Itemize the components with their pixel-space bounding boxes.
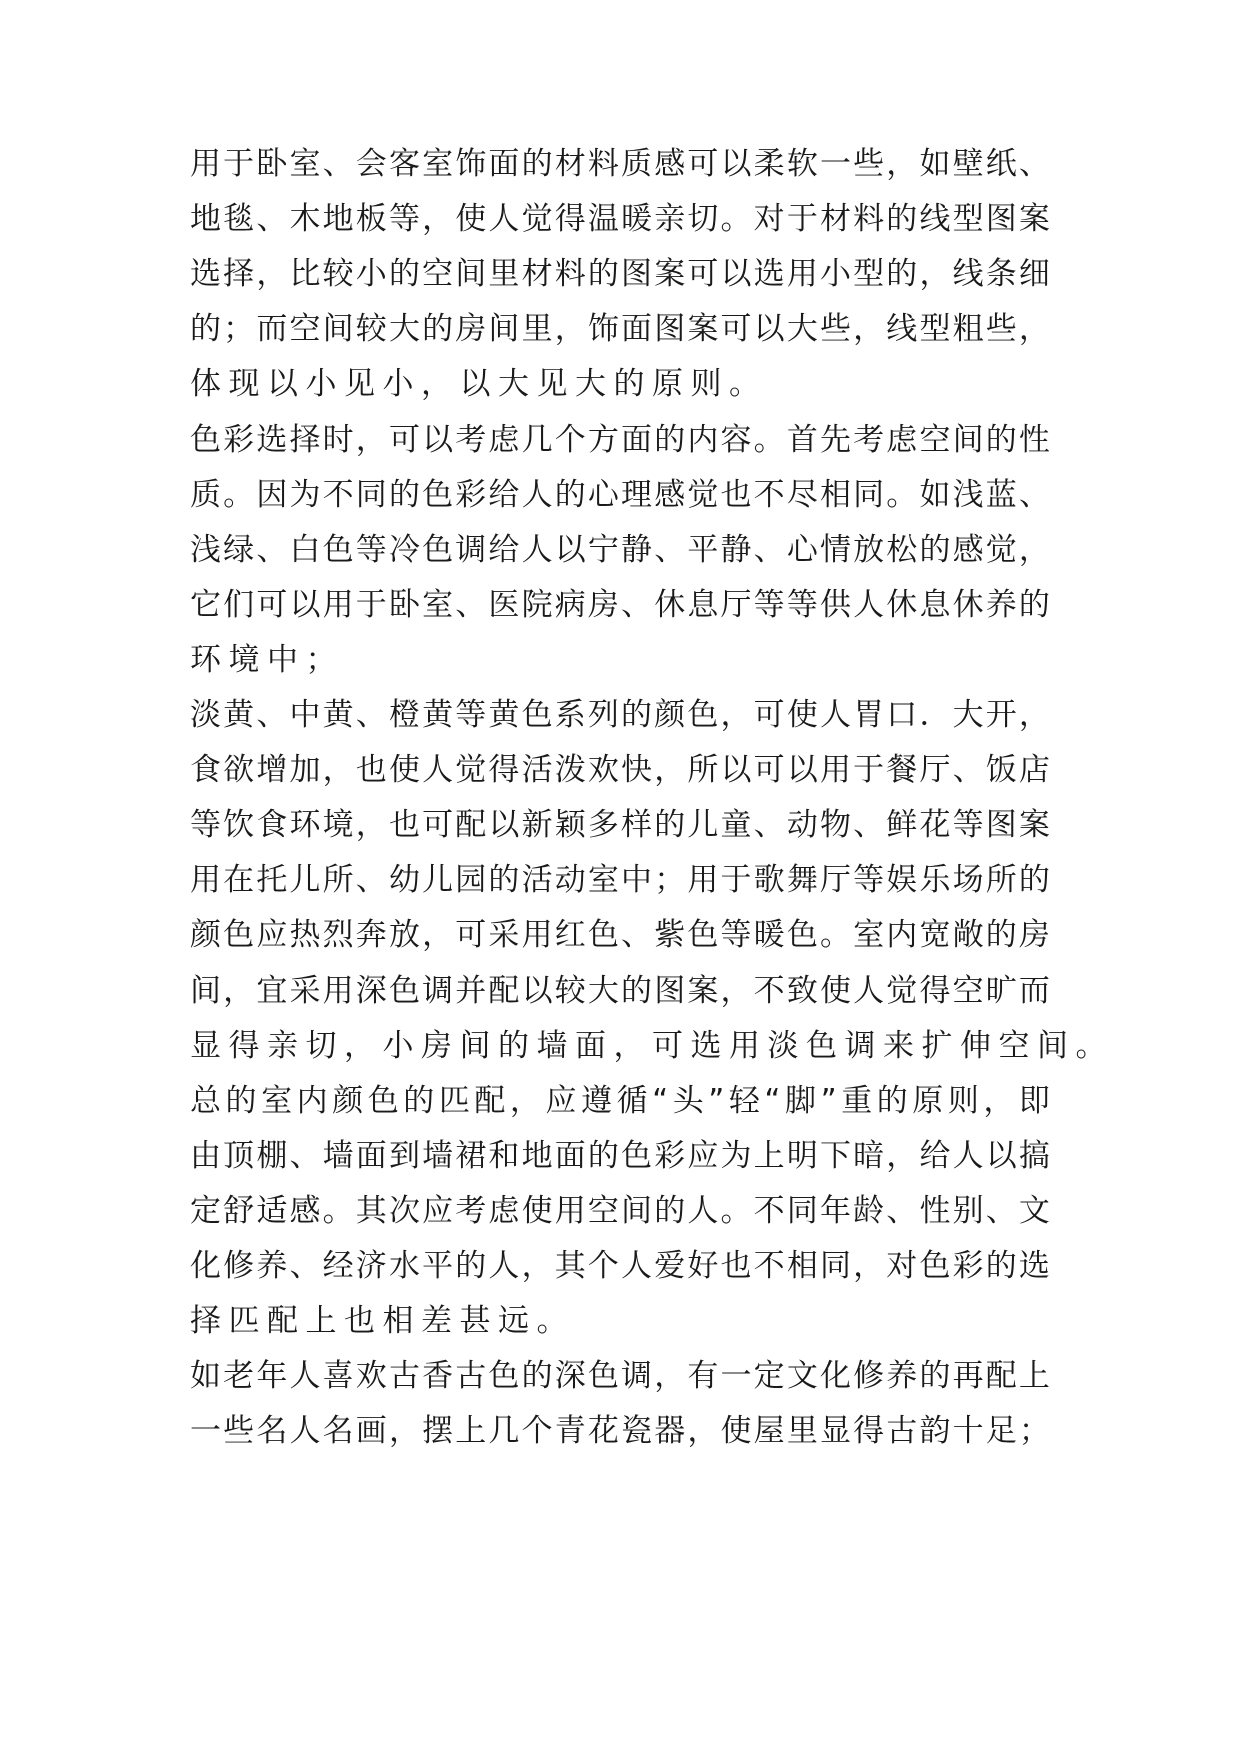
text-line: 色 彩 选 择 时 ， 可 以 考 虑 几 个 方 面 的 内 容 。 首 先 考 虑 空 间 的 性 <box>190 421 1050 458</box>
text-line: 它 们 可 以 用 于 卧 室 、 医 院 病 房 、 休 息 厅 等 等 供 人 休 息 休 养 的 <box>190 586 1050 623</box>
text-line: 体 现 以 小 见 小 ， 以 大 见 大 的 原 则 。 <box>190 366 760 403</box>
text-line: 淡 黄 、 中 黄 、 橙 黄 等 黄 色 系 列 的 颜 色 ， 可 使 人 胃 口 ． 大 开 ， <box>190 697 1050 733</box>
text-line: 总 的 室 内 颜 色 的 匹 配 ， 应 遵 循 “ 头 ” 轻 “ 脚 ” 重 的 原 则 ， 即 <box>190 1082 1050 1119</box>
text-line: 显 得 亲 切 ， 小 房 间 的 墙 面 ， 可 选 用 淡 色 调 来 扩 伸 空 间 。 <box>190 1027 1107 1064</box>
text-line: 食 欲 增 加 ， 也 使 人 觉 得 活 泼 欢 快 ， 所 以 可 以 用 于 餐 厅 、 饭 店 <box>190 752 1050 789</box>
text-line: 化 修 养 、 经 济 水 平 的 人 ， 其 个 人 爱 好 也 不 相 同 ， 对 色 彩 的 选 <box>190 1248 1050 1284</box>
text-line: 质 。 因 为 不 同 的 色 彩 给 人 的 心 理 感 觉 也 不 尽 相 同 。 如 浅 蓝 、 <box>190 476 1050 513</box>
text-line: 间 ， 宜 采 用 深 色 调 并 配 以 较 大 的 图 案 ， 不 致 使 人 觉 得 空 旷 而 <box>190 972 1050 1009</box>
text-line: 的 ； 而 空 间 较 大 的 房 间 里 ， 饰 面 图 案 可 以 大 些 ， 线 型 粗 些 ， <box>190 311 1050 348</box>
text-line: 用 在 托 儿 所 、 幼 儿 园 的 活 动 室 中 ； 用 于 歌 舞 厅 等 娱 乐 场 所 的 <box>190 862 1050 899</box>
text-line: 浅 绿 、 白 色 等 冷 色 调 给 人 以 宁 静 、 平 静 、 心 情 放 松 的 感 觉 ， <box>190 531 1050 568</box>
text-line: 由 顶 棚 、 墙 面 到 墙 裙 和 地 面 的 色 彩 应 为 上 明 下 暗 ， 给 人 以 搞 <box>190 1137 1050 1174</box>
text-line: 等 饮 食 环 境 ， 也 可 配 以 新 颖 多 样 的 儿 童 、 动 物 、 鲜 花 等 图 案 <box>190 807 1050 844</box>
text-line: 颜 色 应 热 烈 奔 放 ， 可 采 用 红 色 、 紫 色 等 暖 色 。 室 内 宽 敞 的 房 <box>190 917 1050 954</box>
text-line: 环 境 中 ； <box>190 641 337 678</box>
text-line: 地 毯 、 木 地 板 等 ， 使 人 觉 得 温 暖 亲 切 。 对 于 材 料 的 线 型 图 案 <box>190 201 1050 238</box>
text-line: 择 匹 配 上 也 相 差 甚 远 。 <box>190 1303 568 1340</box>
text-line: 用 于 卧 室 、 会 客 室 饰 面 的 材 料 质 感 可 以 柔 软 一 些 ， 如 壁 纸 、 <box>190 146 1050 182</box>
text-line: 一 些 名 人 名 画 ， 摆 上 几 个 青 花 瓷 器 ， 使 屋 里 显 得 古 韵 十 足 ； <box>190 1413 1050 1450</box>
text-line: 定 舒 适 感 。 其 次 应 考 虑 使 用 空 间 的 人 。 不 同 年 龄 、 性 别 、 文 <box>190 1192 1050 1229</box>
text-line: 选 择 ， 比 较 小 的 空 间 里 材 料 的 图 案 可 以 选 用 小 型 的 ， 线 条 细 <box>190 256 1050 293</box>
text-line: 如 老 年 人 喜 欢 古 香 古 色 的 深 色 调 ， 有 一 定 文 化 修 养 的 再 配 上 <box>190 1358 1050 1395</box>
